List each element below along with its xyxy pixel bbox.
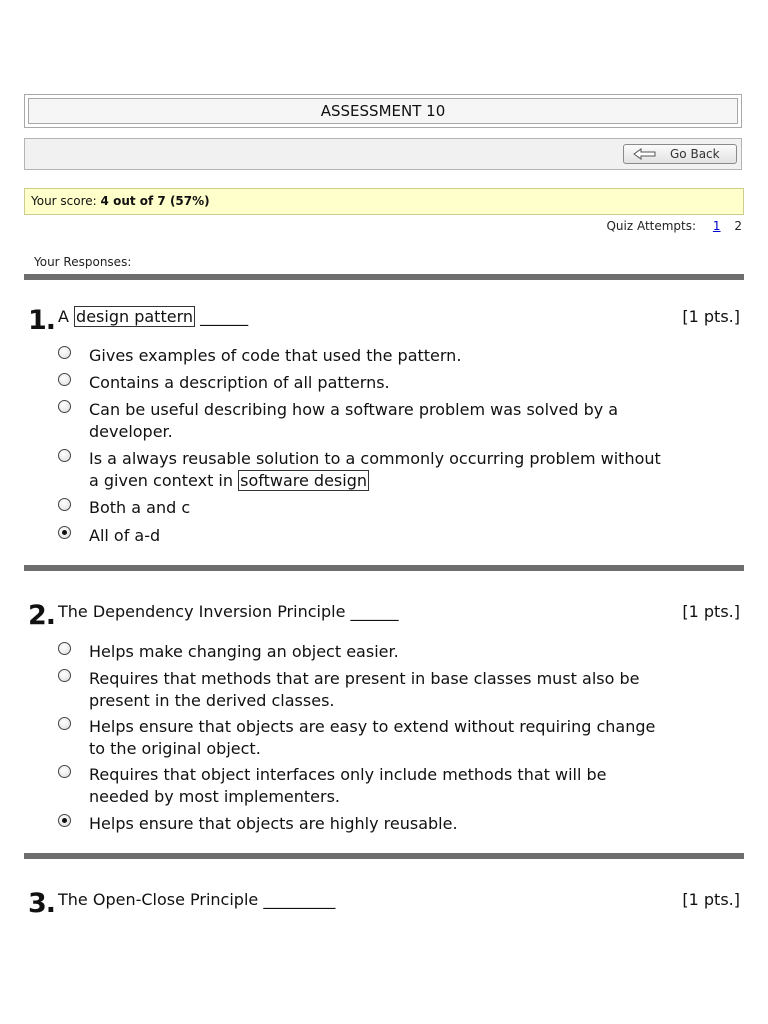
radio-button-selected[interactable]: [58, 526, 71, 539]
question-number: 1.: [28, 305, 56, 336]
option-text: All of a-d: [89, 526, 161, 545]
question-text-suffix: ______: [200, 307, 249, 326]
radio-button[interactable]: [58, 765, 71, 778]
question-text: The Dependency Inversion Principle ______: [58, 602, 399, 621]
responses-label: Your Responses:: [34, 255, 132, 269]
assessment-title-bar: [24, 94, 742, 128]
back-arrow-icon: [633, 148, 657, 160]
question-number: 3.: [28, 888, 56, 919]
score-value: 4 out of 7 (57%): [100, 194, 210, 208]
radio-button[interactable]: [58, 717, 71, 730]
radio-button-selected[interactable]: [58, 814, 71, 827]
question-text-prefix: A: [58, 307, 69, 326]
go-back-label: Go Back: [670, 147, 720, 161]
attempt-link-1[interactable]: 1: [712, 219, 721, 233]
question-points: [1 pts.]: [682, 890, 740, 909]
radio-button[interactable]: [58, 449, 71, 462]
term-design-pattern: design pattern: [76, 307, 193, 326]
option-text: Can be useful describing how a software problem was solved by a developer.: [89, 400, 619, 441]
radio-button[interactable]: [58, 498, 71, 511]
radio-button[interactable]: [58, 400, 71, 413]
option-text: Gives examples of code that used the pattern.: [89, 346, 462, 365]
go-back-button[interactable]: [623, 144, 737, 164]
option-text-prefix: Is a always reusable solution to a commonly occurring problem without a given context in: [89, 449, 661, 490]
divider: [24, 274, 744, 280]
option-text: [89, 448, 669, 492]
option-text: Helps ensure that objects are easy to extend without requiring change to the original object.: [89, 717, 656, 758]
question-points: [1 pts.]: [682, 602, 740, 621]
option-text: Helps ensure that objects are highly reusable.: [89, 814, 458, 833]
quiz-attempts-label: Quiz Attempts:: [606, 219, 697, 233]
question-points: [1 pts.]: [682, 307, 740, 326]
assessment-title: ASSESSMENT 10: [28, 98, 738, 124]
radio-button[interactable]: [58, 669, 71, 682]
divider: [24, 565, 744, 571]
option-text: Helps make changing an object easier.: [89, 642, 399, 661]
term-software-design: software design: [240, 471, 367, 490]
radio-button[interactable]: [58, 642, 71, 655]
attempt-current-2: 2: [734, 219, 742, 233]
quiz-attempts: [606, 218, 742, 234]
score-banner: [24, 188, 744, 215]
navigation-bar: [24, 138, 742, 170]
option-text: Requires that methods that are present in base classes must also be present in the derived classes.: [89, 669, 640, 710]
radio-button[interactable]: [58, 373, 71, 386]
option-text: Requires that object interfaces only include methods that will be needed by most implementers.: [89, 765, 607, 806]
question-text: [58, 306, 248, 328]
option-text: Contains a description of all patterns.: [89, 373, 390, 392]
score-label: Your score:: [31, 194, 97, 208]
divider: [24, 853, 744, 859]
question-number: 2.: [28, 600, 56, 631]
radio-button[interactable]: [58, 346, 71, 359]
question-text: The Open-Close Principle _________: [58, 890, 336, 909]
option-text: Both a and c: [89, 498, 191, 517]
